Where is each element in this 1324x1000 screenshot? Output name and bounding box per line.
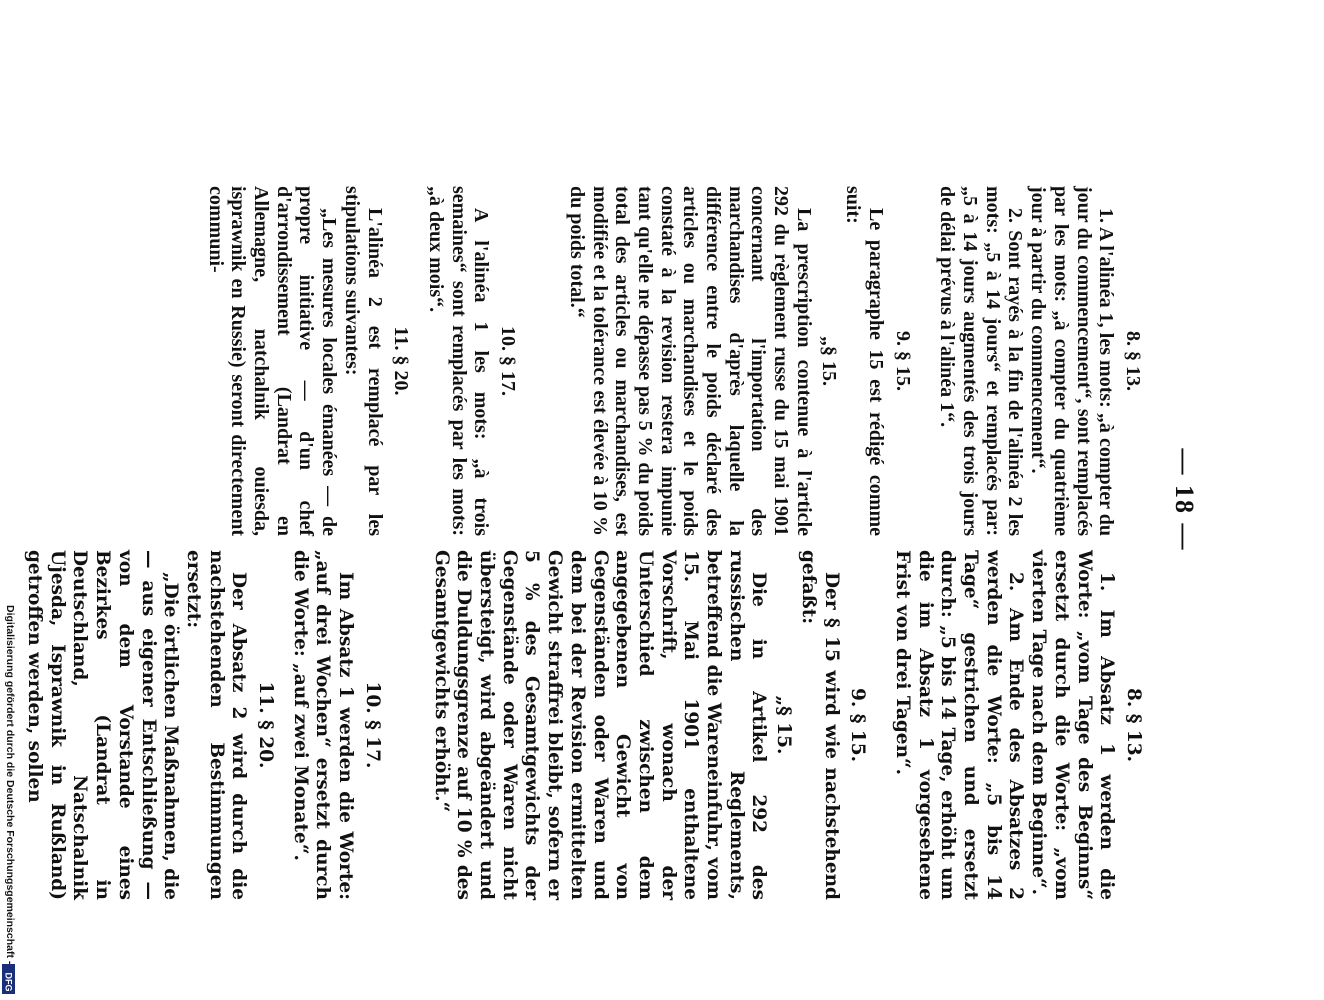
section-9-de bbox=[429, 550, 868, 900]
quoted-paragraph: Die in Artikel 292 des russischen Reglements, betreffend die Wareneinfuhr, vom 15. Mai 1901 enthaltene Vorschrift, wonach der Unterschied zwischen dem angegebenen Gewicht von Gegenständen oder Waren und dem bei der Revision ermittelten Gewicht straffrei bleibt, sofern er 5 % des Gesamtgewichts der Gegenstände oder Waren nicht übersteigt, wird abgeändert und die Duldungsgrenze auf 10 % des Gesamtgewichts erhöht.“ bbox=[430, 550, 770, 900]
quoted-paragraph: La prescription contenue à l'article 292 du règlement russe du 15 mai 1901 concernant l'importation des marchandises d'après laquelle la différence entre le poids déclaré des articles ou marchandises et le poids constaté à la revision restera impunie tant qu'elle ne dépasse pas 5 % du poids total des articles ou marchandises, est modifiée et la tolérance est élevée à 10 % du poids total.“ bbox=[565, 186, 815, 536]
digitization-note-text: Digitalisierung gefördert durch die Deutsche Forschungsgemeinschaft - bbox=[4, 605, 16, 965]
quoted-heading: „§ 15. bbox=[817, 336, 840, 386]
section-heading: 8. § 13. bbox=[1122, 331, 1144, 391]
quoted-paragraph: „Die örtlichen Maßnahmen, die — aus eigener Entschließung — von dem Vorstande eines Bezirkes (Landrat in Deutschland, Natschalnik Ujesda, Isprawnik in Rußland) getroffen werden, sollen bbox=[24, 550, 182, 900]
section-10-fr bbox=[424, 186, 519, 536]
quoted-paragraph: „Les mesures locales émanées — de propre initiative — d'un chef d'arrondissement (Landrat en Allemagne, natchalnik ouiesda, isprawnik en Russie) seront directement communi- bbox=[204, 186, 341, 536]
paragraph: 1. A l'alinéa 1, les mots: „à compter du jour du commencement“, sont remplacés par les mots: „à compter du quatrième jour à partir du commencement“. bbox=[1027, 186, 1118, 536]
section-8-de bbox=[890, 550, 1144, 900]
paragraph: 1. Im Absatz 1 werden die Worte: „vom Tage des Beginns“ ersetzt durch die Worte: „vom vierten Tage nach dem Beginne“. bbox=[1028, 550, 1118, 900]
paragraph: 2. Sont rayés à la fin de l'alinéa 2 les mots: „5 à 14 jours“ et remplacés par: „5 à 14 jours augmentés des trois jours de délai prévus à l'alinéa 1“. bbox=[936, 186, 1027, 536]
paragraph: L'alinéa 2 est remplacé par les stipulations suivantes: bbox=[340, 186, 386, 536]
page-number: — 18 — bbox=[1170, 448, 1199, 552]
section-10-de bbox=[288, 550, 383, 900]
section-heading: 8. § 13. bbox=[1123, 687, 1144, 763]
section-heading: 10. § 17. bbox=[361, 681, 383, 769]
digitization-note bbox=[2, 605, 16, 995]
paragraph: Le paragraphe 15 est rédigé comme suit: bbox=[842, 186, 887, 536]
section-heading: 11. § 20. bbox=[255, 681, 277, 769]
quoted-heading: „§ 15. bbox=[773, 695, 795, 755]
paragraph: Der Absatz 2 wird durch die nachstehenden Bestimmungen ersetzt: bbox=[182, 550, 250, 900]
section-11-de bbox=[22, 550, 276, 900]
section-heading: 11. § 20. bbox=[390, 326, 413, 396]
section-heading: 10. § 17. bbox=[497, 326, 520, 396]
french-column bbox=[204, 186, 1144, 536]
dfg-logo-text: DFG bbox=[3, 972, 14, 992]
section-8-fr bbox=[936, 186, 1144, 536]
section-11-fr bbox=[204, 186, 412, 536]
section-heading: 9. § 15. bbox=[847, 687, 869, 763]
section-9-fr bbox=[565, 186, 914, 536]
dfg-logo bbox=[2, 964, 15, 994]
paragraph: Im Absatz 1 werden die Worte: „auf drei Wochen“ ersetzt durch die Worte: „auf zwei Monate“. bbox=[289, 550, 357, 900]
section-heading: 9. § 15. bbox=[891, 331, 914, 391]
german-column bbox=[22, 550, 1144, 900]
paragraph: A l'alinéa 1 les mots: „à trois semaines“ sont remplacés par les mots: „à deux mois“. bbox=[425, 186, 493, 536]
paragraph: 2. Am Ende des Absatzes 2 werden die Worte: „5 bis 14 Tage“ gestrichen und ersetzt durch: „5 bis 14 Tage, erhöht um die im Absatz 1 vorgesehene Frist von drei Tagen“. bbox=[891, 550, 1027, 900]
paragraph: Der § 15 wird wie nachstehend gefaßt: bbox=[797, 550, 842, 900]
